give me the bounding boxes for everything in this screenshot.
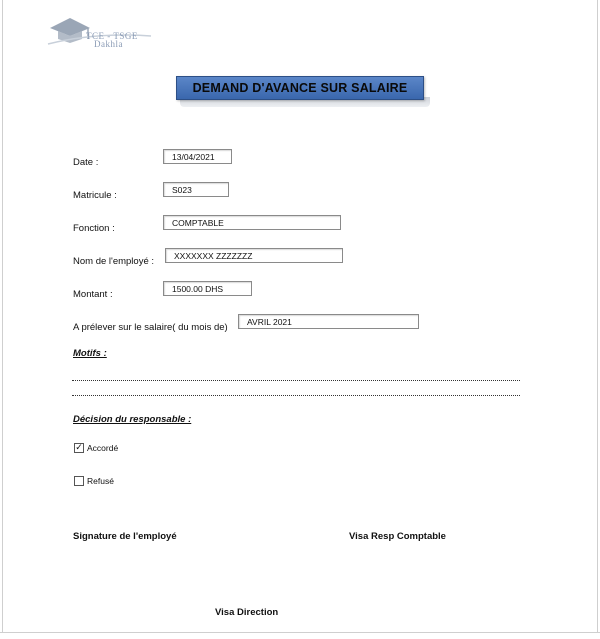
date-label: Date : <box>73 157 99 168</box>
montant-label: Montant : <box>73 289 113 300</box>
nom-label: Nom de l'employé : <box>73 256 155 267</box>
logo-line1: TCE - TSGE <box>86 31 138 41</box>
page-border-left <box>2 0 3 632</box>
motifs-line-1[interactable] <box>72 380 520 381</box>
refuse-label: Refusé <box>87 476 114 486</box>
accorde-checkbox[interactable]: ✓ <box>75 442 83 452</box>
visa-direction: Visa Direction <box>215 607 279 618</box>
mois-label: A prélever sur le salaire( du mois de) <box>73 322 228 333</box>
signature-employe: Signature de l'employé <box>73 531 177 542</box>
matricule-label: Matricule : <box>73 190 117 201</box>
logo-text <box>86 32 138 48</box>
decision-heading: Décision du responsable : <box>73 414 192 425</box>
nom-field[interactable]: XXXXXXX ZZZZZZZ <box>165 248 343 263</box>
motifs-line-2[interactable] <box>72 395 520 396</box>
page-border-bottom <box>0 632 600 633</box>
date-field[interactable]: 13/04/2021 <box>163 149 232 164</box>
fonction-label: Fonction : <box>73 223 115 234</box>
logo-line2: Dakhla <box>94 39 123 49</box>
mois-field[interactable]: AVRIL 2021 <box>238 314 419 329</box>
motifs-heading: Motifs : <box>73 348 107 359</box>
page-title: DEMAND D'AVANCE SUR SALAIRE <box>176 76 424 100</box>
matricule-field[interactable]: S023 <box>163 182 229 197</box>
accorde-label: Accordé <box>87 443 119 453</box>
montant-field[interactable]: 1500.00 DHS <box>163 281 252 296</box>
refuse-checkbox[interactable] <box>74 476 84 486</box>
page-border-right <box>597 0 598 632</box>
visa-resp-comptable: Visa Resp Comptable <box>349 531 446 542</box>
fonction-field[interactable]: COMPTABLE <box>163 215 341 230</box>
